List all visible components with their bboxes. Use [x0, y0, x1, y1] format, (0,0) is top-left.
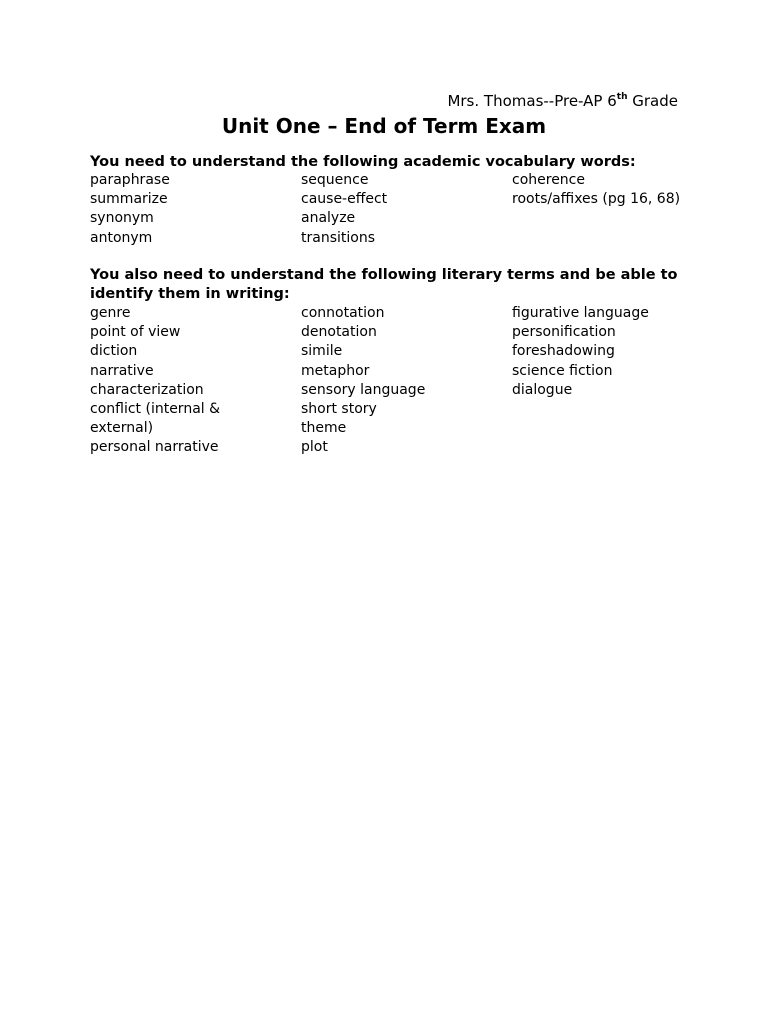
- literary-terms-heading: You also need to understand the following literary terms and be able to identify them in writing:: [90, 267, 678, 302]
- literary-term: simile: [301, 343, 343, 360]
- literary-term: theme: [301, 420, 347, 437]
- literary-term: sensory language: [301, 381, 426, 398]
- teacher-line-text: Mrs. Thomas--Pre-AP 6: [447, 92, 617, 110]
- literary-empty-cell: [512, 400, 690, 419]
- literary-term: figurative language: [512, 305, 649, 321]
- vocab-word: cause-effect: [301, 191, 388, 208]
- vocab-word: transitions: [301, 229, 375, 246]
- literary-term: point of view: [90, 324, 181, 341]
- literary-term: denotation: [301, 324, 377, 341]
- literary-terms-grid: [90, 304, 690, 458]
- literary-term: science fiction: [512, 362, 613, 379]
- literary-term: dialogue: [512, 381, 573, 398]
- literary-term: characterization: [90, 381, 204, 398]
- ordinal-suffix: th: [616, 92, 628, 102]
- vocab-word: analyze: [301, 210, 356, 227]
- literary-term: personification: [512, 324, 616, 341]
- grade-word: Grade: [627, 92, 678, 110]
- literary-term: diction: [90, 343, 138, 360]
- literary-term: genre: [90, 305, 131, 321]
- vocabulary-word-grid: [90, 171, 690, 248]
- literary-term: conflict (internal & external): [90, 401, 221, 437]
- literary-term: foreshadowing: [512, 343, 615, 360]
- vocab-empty-cell: [512, 229, 690, 248]
- vocab-word: synonym: [90, 210, 154, 227]
- vocab-word: paraphrase: [90, 172, 170, 188]
- vocab-word: sequence: [301, 172, 369, 188]
- literary-term: metaphor: [301, 362, 370, 379]
- literary-empty-cell: [512, 438, 690, 457]
- vocab-word: roots/affixes (pg 16, 68): [512, 191, 681, 208]
- vocabulary-heading: You need to understand the following academic vocabulary words:: [90, 154, 636, 170]
- vocab-word: antonym: [90, 229, 153, 246]
- literary-term: short story: [301, 401, 377, 418]
- teacher-header: [90, 91, 678, 111]
- literary-empty-cell: [512, 419, 690, 438]
- literary-term: connotation: [301, 305, 385, 321]
- vocab-word: coherence: [512, 172, 585, 188]
- literary-term: personal narrative: [90, 439, 219, 456]
- literary-term: narrative: [90, 362, 154, 379]
- vocab-word: summarize: [90, 191, 168, 208]
- literary-term: plot: [301, 439, 328, 456]
- page-title: Unit One – End of Term Exam: [221, 114, 547, 138]
